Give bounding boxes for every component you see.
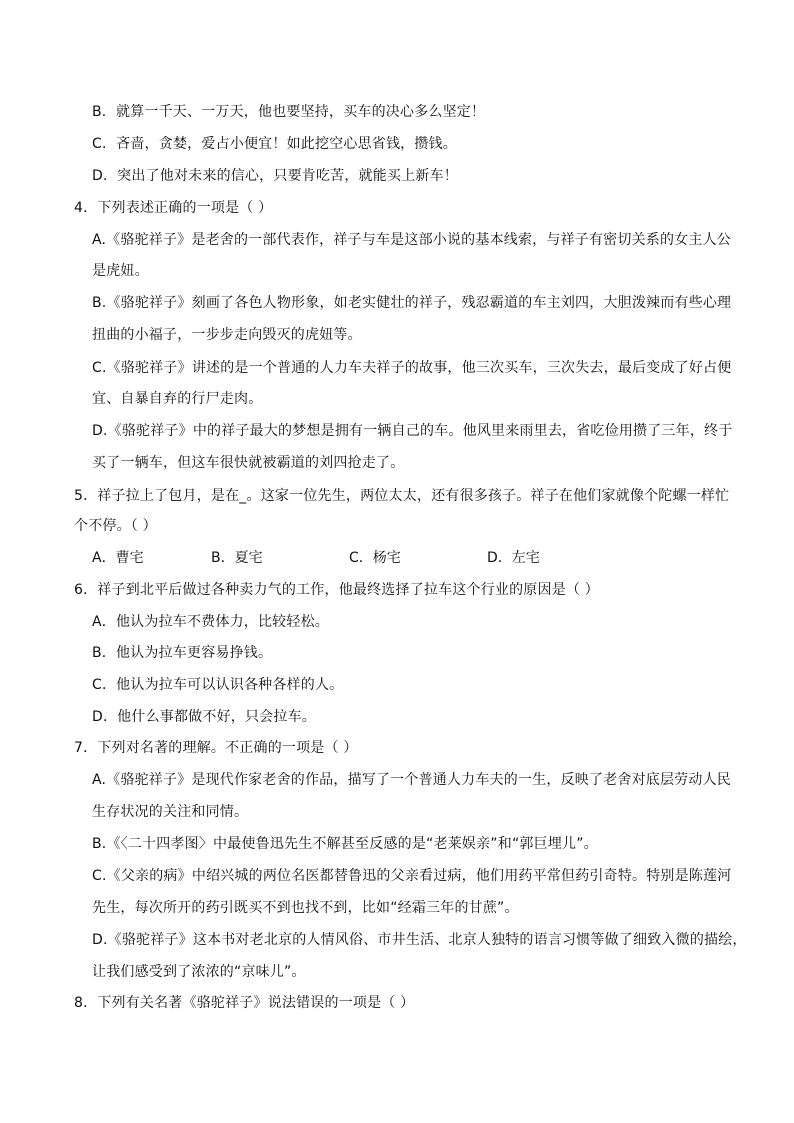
q5-option-a: A．曹宅 <box>92 550 144 566</box>
q6-option-b: B．他认为拉车更容易挣钱。 <box>92 645 273 661</box>
q7-option-d-line1: D.《骆驼祥子》这本书对老北京的人情风俗、市井生活、北京人独特的语言习惯等做了细致入微的描绘， <box>92 932 747 948</box>
q4-option-a-line1: A.《骆驼祥子》是老舍的一部代表作，祥子与车是这部小说的基本线索，与祥子有密切关系的女主人公 <box>92 232 731 248</box>
q7-option-a-line1: A.《骆驼祥子》是现代作家老舍的作品，描写了一个普通人力车夫的一生，反映了老舍对底层劳动人民 <box>92 772 731 788</box>
q7-option-a-line2: 生存状况的关注和同情。 <box>92 804 249 820</box>
q7-option-c-line1: C.《父亲的病》中绍兴城的两位名医都替鲁迅的父亲看过病，他们用药平常但药引奇特。特别是陈莲河 <box>92 868 732 884</box>
q6-option-c: C．他认为拉车可以认识各种各样的人。 <box>92 677 344 693</box>
q7-option-c-line2: 先生，每次所开的药引既买不到也找不到，比如“经霜三年的甘蔗”。 <box>92 900 519 916</box>
question-8-stem: 8．下列有关名著《骆驼祥子》说法错误的一项是（ ） <box>74 995 415 1011</box>
question-5-stem-line2: 个不停。（ ） <box>74 518 157 534</box>
question-4-stem: 4．下列表述正确的一项是（ ） <box>74 200 273 216</box>
q3-option-b: B．就算一千天、一万天，他也要坚持，买车的决心多么坚定！ <box>92 104 486 120</box>
q4-option-d-line2: 买了一辆车，但这车很快就被霸道的刘四抢走了。 <box>92 455 405 471</box>
q7-option-b: B.《〈二十四孝图〉中最使鲁迅先生不解甚至反感的是“老莱娱亲”和“郭巨埋儿”。 <box>92 836 598 852</box>
q4-option-d-line1: D.《骆驼祥子》中的祥子最大的梦想是拥有一辆自己的车。他风里来雨里去，省吃俭用攒了三年，终于 <box>92 423 733 439</box>
question-5-stem-line1: 5．祥子拉上了包月，是在_。这家一位先生，两位太太，还有很多孩子。祥子在他们家就像个陀螺一样忙 <box>74 488 730 504</box>
q4-option-b-line1: B.《骆驼祥子》刻画了各色人物形象，如老实健壮的祥子，残忍霸道的车主刘四，大胆泼辣而有些心理 <box>92 295 732 311</box>
q7-option-d-line2: 让我们感受到了浓浓的“京味儿”。 <box>92 964 306 980</box>
q6-option-a: A．他认为拉车不费体力，比较轻松。 <box>92 614 329 630</box>
q3-option-c: C．吝啬，贪婪，爱占小便宜！如此挖空心思省钱，攒钱。 <box>92 136 457 152</box>
q3-option-d: D．突出了他对未来的信心，只要肯吃苦，就能买上新车！ <box>92 168 458 184</box>
question-7-stem: 7．下列对名著的理解。不正确的一项是（ ） <box>74 740 358 756</box>
q4-option-c-line2: 宜、自暴自弃的行尸走肉。 <box>92 391 263 407</box>
q4-option-a-line2: 是虎妞。 <box>92 263 149 279</box>
q5-option-c: C．杨宅 <box>349 550 401 566</box>
q4-option-b-line2: 扭曲的小福子，一步步走向毁灭的虎妞等。 <box>92 327 362 343</box>
q5-option-d: D．左宅 <box>487 550 540 566</box>
q5-option-b: B．夏宅 <box>211 550 263 566</box>
q4-option-c-line1: C.《骆驼祥子》讲述的是一个普通的人力车夫祥子的故事，他三次买车，三次失去，最后变成了好占便 <box>92 360 732 376</box>
q6-option-d: D．他什么事都做不好，只会拉车。 <box>92 709 316 725</box>
question-6-stem: 6．祥子到北平后做过各种卖力气的工作，他最终选择了拉车这个行业的原因是（ ） <box>74 582 599 598</box>
